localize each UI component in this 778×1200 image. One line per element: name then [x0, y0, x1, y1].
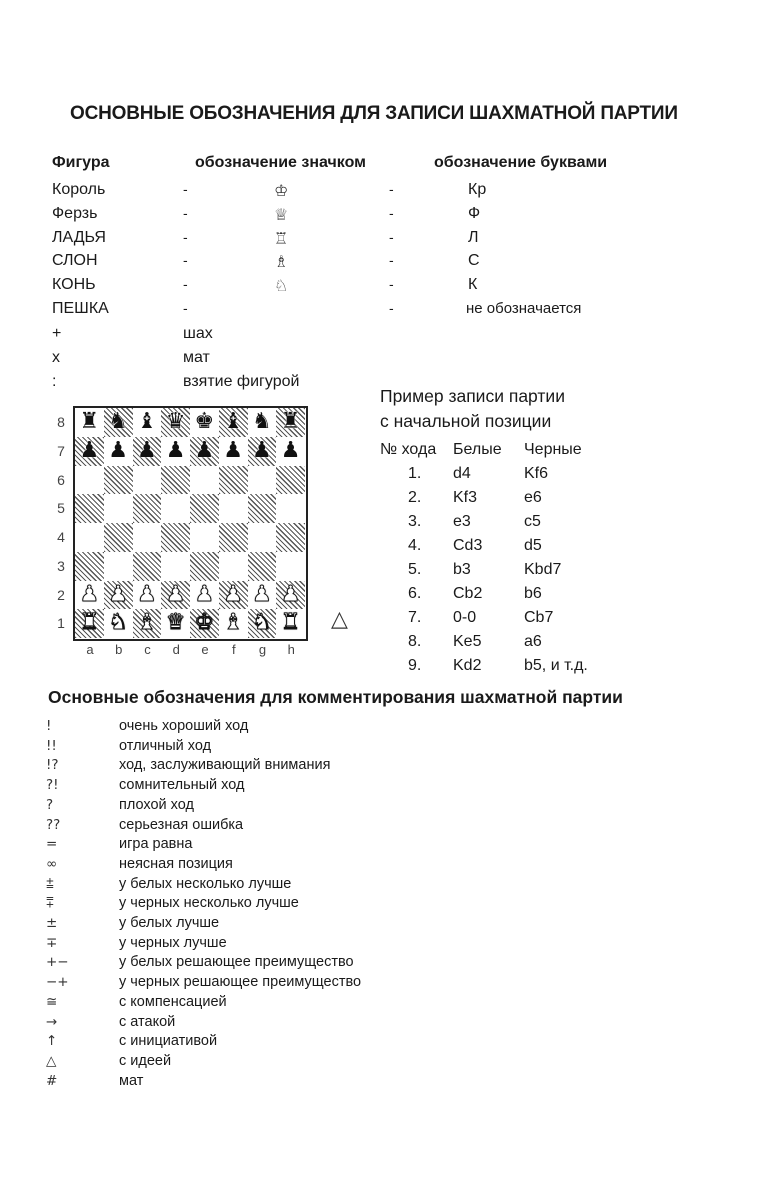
move-number: 8. — [408, 633, 422, 650]
black-move: b6 — [524, 585, 542, 602]
commentary-symbol: = — [46, 836, 58, 853]
commentary-text: неясная позиция — [119, 855, 233, 872]
commentary-text: очень хороший ход — [119, 718, 249, 734]
commentary-row — [0, 817, 778, 837]
board-square — [161, 552, 190, 581]
white-queen-icon: ♛ — [165, 610, 186, 636]
move-number: 4. — [408, 537, 422, 554]
commentary-text: у черных решающее преимущество — [119, 974, 362, 991]
commentary-row — [0, 915, 778, 935]
commentary-text: сомнительный ход — [119, 777, 245, 794]
piece-name: Ферзь — [52, 204, 98, 222]
sign-symbol: x — [52, 349, 60, 366]
board-square — [133, 466, 162, 495]
board-square — [276, 552, 305, 581]
white-move: Cd3 — [453, 537, 483, 554]
commentary-symbol: ⩱ — [46, 895, 54, 912]
chess-board — [73, 406, 308, 641]
black-queen-icon: ♛ — [165, 409, 186, 434]
rank-label: 7 — [57, 442, 65, 459]
commentary-text: с компенсацией — [119, 993, 227, 1010]
black-pawn-icon: ♟ — [108, 437, 128, 463]
board-square — [190, 552, 219, 581]
file-label: c — [144, 642, 151, 657]
example-title-line2: с начальной позиции — [380, 411, 552, 431]
board-square — [276, 466, 305, 495]
black-move: c5 — [524, 513, 541, 530]
board-square — [104, 552, 133, 581]
board-square — [75, 494, 104, 523]
board-square — [248, 552, 277, 581]
commentary-symbol: → — [46, 1013, 58, 1030]
board-square — [161, 466, 190, 495]
file-label: g — [258, 642, 267, 657]
sign-meaning: шах — [183, 325, 213, 342]
white-pawn-icon: ♟ — [108, 581, 128, 607]
commentary-text: у белых несколько лучше — [119, 875, 292, 892]
commentary-text: у черных лучше — [119, 934, 227, 951]
board-square — [219, 466, 248, 495]
black-move: b5, и т.д. — [524, 657, 588, 674]
black-move: e6 — [524, 489, 542, 506]
dash: - — [183, 276, 188, 293]
commentary-row — [0, 836, 778, 856]
move-number: 3. — [408, 513, 422, 530]
commentary-text: мат — [119, 1072, 144, 1089]
col-move-number: № хода — [380, 441, 437, 458]
board-square — [104, 523, 133, 552]
dash: - — [389, 276, 394, 293]
board-square — [161, 494, 190, 523]
commentary-row — [0, 856, 778, 876]
commentary-symbol: # — [46, 1072, 58, 1089]
king-icon: ♔ — [274, 181, 289, 200]
sign-symbol: : — [52, 373, 57, 390]
white-rook-icon: ♜ — [79, 610, 100, 636]
black-move: a6 — [524, 633, 542, 650]
black-bishop-icon: ♝ — [137, 409, 157, 434]
move-row — [0, 657, 778, 681]
commentary-row — [0, 797, 778, 817]
commentary-symbol: ?! — [46, 777, 59, 794]
commentary-text: ход, заслуживающий внимания — [119, 757, 331, 774]
white-knight-icon: ♞ — [108, 610, 128, 636]
rank-label: 8 — [57, 414, 65, 430]
commentary-symbol: ∓ — [46, 934, 58, 951]
black-pawn-icon: ♟ — [79, 437, 100, 463]
dash: - — [183, 252, 188, 269]
piece-name: Король — [52, 181, 106, 198]
black-move: Kf6 — [524, 465, 549, 482]
rank-label: 6 — [57, 471, 65, 488]
white-pawn-icon: ♟ — [280, 581, 301, 607]
sign-row — [0, 349, 778, 372]
board-square — [219, 523, 248, 552]
white-bishop-icon: ♝ — [137, 610, 157, 636]
white-king-icon: ♚ — [194, 610, 215, 636]
board-square — [219, 552, 248, 581]
commentary-text: серьезная ошибка — [119, 816, 244, 833]
board-square — [190, 494, 219, 523]
dash: - — [389, 252, 394, 269]
piece-letter: С — [468, 252, 480, 270]
board-square — [248, 466, 277, 495]
piece-name: КОНЬ — [52, 276, 96, 294]
black-knight-icon: ♞ — [108, 409, 128, 434]
queen-icon: ♕ — [274, 204, 289, 224]
commentary-row — [0, 738, 778, 758]
commentary-symbol: ∞ — [46, 855, 58, 872]
board-square — [75, 466, 104, 495]
piece-row — [0, 252, 778, 275]
header-piece: Фигура — [52, 154, 110, 171]
commentary-symbol: !? — [46, 757, 59, 774]
commentary-row — [0, 1073, 778, 1093]
white-move: Cb2 — [453, 585, 483, 602]
page-title: ОСНОВНЫЕ ОБОЗНАЧЕНИЯ ДЛЯ ЗАПИСИ ШАХМАТНОЙ ПАРТИИ — [70, 103, 678, 124]
commentary-text: отличный ход — [119, 737, 212, 754]
white-rook-icon: ♜ — [280, 610, 301, 636]
knight-icon: ♘ — [274, 276, 289, 296]
commentary-row — [0, 777, 778, 797]
sign-symbol: + — [52, 325, 62, 342]
board-square — [276, 494, 305, 523]
black-rook-icon: ♜ — [280, 409, 301, 434]
commentary-symbol: ?? — [46, 816, 61, 833]
move-number: 7. — [408, 609, 422, 626]
rank-label: 2 — [57, 586, 65, 603]
commentary-text: у белых решающее преимущество — [119, 954, 354, 971]
rook-icon: ♖ — [274, 228, 289, 248]
commentary-symbol: +− — [46, 954, 69, 971]
white-to-move-triangle-icon: △ — [331, 607, 348, 632]
white-pawn-icon: ♟ — [137, 581, 157, 607]
black-pawn-icon: ♟ — [165, 437, 186, 463]
piece-letter: Кр — [468, 181, 487, 198]
commentary-text: с атакой — [119, 1013, 176, 1030]
black-knight-icon: ♞ — [252, 409, 272, 434]
example-title-line1: Пример записи партии — [380, 386, 565, 406]
commentary-text: плохой ход — [119, 796, 194, 813]
sign-meaning: мат — [183, 349, 210, 366]
piece-row — [0, 205, 778, 228]
file-label: f — [231, 642, 236, 657]
header-icon: обозначение значком — [195, 154, 366, 171]
rank-label: 4 — [57, 529, 65, 545]
sign-meaning: взятие фигурой — [183, 373, 300, 390]
board-square — [75, 523, 104, 552]
board-square — [190, 466, 219, 495]
commentary-row — [0, 757, 778, 777]
piece-name: ПЕШКА — [52, 300, 109, 317]
commentary-row — [0, 954, 778, 974]
dash: - — [389, 228, 394, 245]
commentary-symbol: ↑ — [46, 1033, 58, 1050]
piece-name: СЛОН — [52, 252, 98, 270]
file-label: a — [86, 642, 94, 657]
commentary-symbol: !! — [46, 737, 57, 754]
board-square — [104, 466, 133, 495]
move-number: 5. — [408, 561, 422, 578]
commentary-row — [0, 718, 778, 738]
piece-row — [0, 181, 778, 204]
piece-row — [0, 276, 778, 299]
sign-row — [0, 325, 778, 348]
board-square — [133, 494, 162, 523]
piece-name: ЛАДЬЯ — [52, 228, 106, 246]
white-move: e3 — [453, 513, 471, 530]
commentary-text: у белых лучше — [119, 915, 220, 931]
piece-letter: К — [468, 276, 478, 294]
commentary-title: Основные обозначения для комментирования шахматной партии — [48, 687, 623, 707]
board-square — [248, 494, 277, 523]
black-move: d5 — [524, 537, 542, 554]
black-pawn-icon: ♟ — [137, 437, 157, 463]
black-move: Cb7 — [524, 609, 554, 626]
white-move: 0-0 — [453, 609, 477, 626]
dash: - — [389, 204, 394, 221]
piece-row — [0, 300, 778, 323]
commentary-row — [0, 994, 778, 1014]
file-label: d — [172, 642, 180, 657]
rank-label: 3 — [57, 557, 65, 574]
board-square — [133, 523, 162, 552]
commentary-symbol: ⩲ — [46, 875, 54, 892]
white-pawn-icon: ♟ — [165, 581, 186, 607]
rank-label: 1 — [57, 615, 65, 632]
rank-label: 5 — [57, 500, 65, 517]
board-square — [104, 494, 133, 523]
white-pawn-icon: ♟ — [223, 581, 243, 607]
black-pawn-icon: ♟ — [223, 437, 243, 463]
move-number: 6. — [408, 585, 422, 602]
commentary-row — [0, 1033, 778, 1053]
commentary-symbol: △ — [46, 1052, 57, 1069]
black-bishop-icon: ♝ — [223, 409, 243, 434]
black-pawn-icon: ♟ — [252, 437, 272, 463]
bishop-icon: ♗ — [274, 252, 289, 272]
commentary-text: с идеей — [119, 1052, 172, 1069]
white-pawn-icon: ♟ — [194, 581, 215, 607]
black-pawn-icon: ♟ — [194, 437, 215, 463]
white-move: Kf3 — [453, 489, 478, 506]
move-number: 9. — [408, 657, 422, 674]
white-pawn-icon: ♟ — [79, 581, 100, 607]
board-square — [190, 523, 219, 552]
file-label: e — [201, 642, 209, 657]
commentary-text: с инициативой — [119, 1033, 218, 1050]
black-pawn-icon: ♟ — [280, 437, 301, 463]
white-knight-icon: ♞ — [252, 610, 272, 636]
commentary-text: игра равна — [119, 836, 193, 853]
dash: - — [183, 181, 188, 197]
dash: - — [183, 204, 188, 221]
board-square — [133, 552, 162, 581]
move-number: 1. — [408, 465, 422, 482]
dash: - — [183, 300, 188, 316]
white-move: Kd2 — [453, 657, 482, 674]
file-label: h — [287, 642, 295, 657]
white-pawn-icon: ♟ — [252, 581, 272, 607]
commentary-row — [0, 1014, 778, 1034]
commentary-row — [0, 974, 778, 994]
dash: - — [389, 181, 394, 197]
commentary-row — [0, 876, 778, 896]
header-letter: обозначение буквами — [434, 154, 608, 171]
commentary-symbol: −+ — [46, 974, 69, 991]
white-move: d4 — [453, 465, 471, 482]
col-black: Черные — [524, 441, 582, 458]
board-square — [219, 494, 248, 523]
white-move: b3 — [453, 561, 471, 578]
board-square — [276, 523, 305, 552]
col-white: Белые — [453, 441, 502, 458]
commentary-row — [0, 895, 778, 915]
piece-row — [0, 229, 778, 252]
commentary-symbol: ! — [46, 718, 52, 734]
piece-letter: не обозначается — [466, 300, 582, 317]
board-square — [248, 523, 277, 552]
black-rook-icon: ♜ — [79, 409, 100, 434]
commentary-row — [0, 1053, 778, 1073]
dash: - — [183, 228, 188, 245]
white-move: Ke5 — [453, 633, 482, 650]
black-king-icon: ♚ — [194, 409, 215, 434]
white-bishop-icon: ♝ — [223, 610, 243, 636]
board-square — [75, 552, 104, 581]
commentary-symbol: ? — [46, 796, 54, 813]
piece-letter: Ф — [468, 204, 481, 222]
piece-letter: Л — [468, 228, 479, 246]
file-label: b — [115, 642, 123, 657]
board-square — [161, 523, 190, 552]
commentary-symbol: ≅ — [46, 993, 58, 1010]
commentary-row — [0, 935, 778, 955]
commentary-text: у черных несколько лучше — [119, 895, 299, 912]
dash: - — [389, 300, 394, 316]
move-number: 2. — [408, 489, 422, 506]
commentary-symbol: ± — [46, 915, 58, 931]
black-move: Kbd7 — [524, 561, 562, 578]
